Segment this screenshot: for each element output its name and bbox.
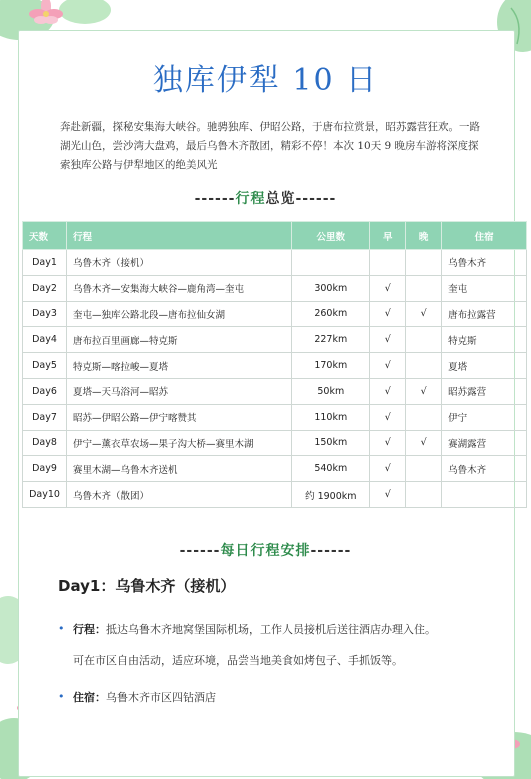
cell-dinner bbox=[406, 275, 442, 301]
cell-day: Day7 bbox=[23, 404, 67, 430]
cell-stay: 昭苏露营 bbox=[442, 378, 527, 404]
intro-paragraph: 奔赴新疆，探秘安集海大峡谷。驰骋独库、伊昭公路，于唐布拉赏景，昭苏露营狂欢。一路湖光山色，尝沙湾大盘鸡，最后乌鲁木齐散团，精彩不停！本次 10天 9 晚房车游将深度探索独库公路与伊犁地区的绝美风光 bbox=[60, 121, 480, 171]
cell-dinner: √ bbox=[406, 378, 442, 404]
cell-stay: 唐布拉露营 bbox=[442, 301, 527, 327]
table-header-row bbox=[23, 222, 527, 250]
itinerary-overview-table bbox=[22, 221, 527, 508]
cell-route: 乌鲁木齐—安集海大峡谷—鹿角湾—奎屯 bbox=[66, 275, 291, 301]
cell-route: 特克斯—喀拉峻—夏塔 bbox=[66, 353, 291, 379]
cell-day: Day1 bbox=[23, 250, 67, 276]
daily-heading-text: 每日行程安排 bbox=[220, 543, 311, 559]
cell-route: 赛里木湖—乌鲁木齐送机 bbox=[66, 456, 291, 482]
bullet-dot-icon: • bbox=[58, 622, 65, 635]
header-km: 公里数 bbox=[292, 222, 370, 250]
cell-breakfast: √ bbox=[370, 275, 406, 301]
cell-route: 昭苏—伊昭公路—伊宁喀赞其 bbox=[66, 404, 291, 430]
day1-stay-label: 住宿： bbox=[73, 691, 106, 704]
cell-breakfast: √ bbox=[370, 456, 406, 482]
cell-stay: 伊宁 bbox=[442, 404, 527, 430]
page-title: 独库伊犁 10 日 bbox=[152, 63, 379, 98]
overview-heading-dashes-right: ------ bbox=[295, 191, 337, 207]
cell-km: 50km bbox=[292, 378, 370, 404]
cell-route: 奎屯—独库公路北段—唐布拉仙女湖 bbox=[66, 301, 291, 327]
table-row bbox=[23, 456, 527, 482]
cell-breakfast: √ bbox=[370, 353, 406, 379]
cell-day: Day10 bbox=[23, 482, 67, 508]
header-stay: 住宿 bbox=[442, 222, 527, 250]
table-row bbox=[23, 430, 527, 456]
cell-dinner bbox=[406, 353, 442, 379]
daily-heading-dashes-left: ------ bbox=[179, 543, 221, 559]
cell-stay: 夏塔 bbox=[442, 353, 527, 379]
cell-day: Day2 bbox=[23, 275, 67, 301]
table-row bbox=[23, 482, 527, 508]
cell-breakfast: √ bbox=[370, 378, 406, 404]
cell-route: 夏塔—天马浴河—昭苏 bbox=[66, 378, 291, 404]
cell-dinner bbox=[406, 482, 442, 508]
cell-breakfast: √ bbox=[370, 430, 406, 456]
cell-day: Day4 bbox=[23, 327, 67, 353]
header-day: 天数 bbox=[23, 222, 67, 250]
cell-stay: 乌鲁木齐 bbox=[442, 250, 527, 276]
cell-breakfast bbox=[370, 250, 406, 276]
cell-breakfast: √ bbox=[370, 301, 406, 327]
day1-itinerary-label: 行程： bbox=[73, 623, 106, 636]
day1-stay-line bbox=[73, 689, 216, 705]
cell-km: 170km bbox=[292, 353, 370, 379]
cell-stay: 赛湖露营 bbox=[442, 430, 527, 456]
cell-stay bbox=[442, 482, 527, 508]
table-row bbox=[23, 378, 527, 404]
header-route: 行程 bbox=[66, 222, 291, 250]
cell-km: 约 1900km bbox=[292, 482, 370, 508]
cell-km: 110km bbox=[292, 404, 370, 430]
cell-dinner bbox=[406, 327, 442, 353]
header-breakfast: 早 bbox=[370, 222, 406, 250]
table-row bbox=[23, 404, 527, 430]
cell-dinner bbox=[406, 404, 442, 430]
table-row bbox=[23, 353, 527, 379]
cell-breakfast: √ bbox=[370, 482, 406, 508]
cell-day: Day8 bbox=[23, 430, 67, 456]
day1-title: Day1：乌鲁木齐（接机） bbox=[58, 577, 236, 595]
cell-dinner: √ bbox=[406, 301, 442, 327]
cell-route: 乌鲁木齐（接机） bbox=[66, 250, 291, 276]
cell-breakfast: √ bbox=[370, 404, 406, 430]
cell-stay: 特克斯 bbox=[442, 327, 527, 353]
day1-itinerary-line-2: 可在市区自由活动，适应环境，品尝当地美食如烤包子、手抓饭等。 bbox=[73, 654, 403, 667]
cell-km: 150km bbox=[292, 430, 370, 456]
day1-stay-text: 乌鲁木齐市区四钻酒店 bbox=[106, 691, 216, 704]
cell-day: Day9 bbox=[23, 456, 67, 482]
cell-dinner: √ bbox=[406, 430, 442, 456]
cell-day: Day5 bbox=[23, 353, 67, 379]
cell-day: Day6 bbox=[23, 378, 67, 404]
table-body bbox=[23, 250, 527, 508]
cell-km bbox=[292, 250, 370, 276]
daily-heading bbox=[0, 540, 531, 560]
cell-route: 乌鲁木齐（散团） bbox=[66, 482, 291, 508]
table-row bbox=[23, 250, 527, 276]
overview-heading-rest: 总览 bbox=[265, 191, 296, 207]
day1-itinerary-line bbox=[73, 621, 436, 637]
day1-itinerary-text: 抵达乌鲁木齐地窝堡国际机场，工作人员接机后送往酒店办理入住。 bbox=[106, 623, 436, 636]
cell-km: 260km bbox=[292, 301, 370, 327]
cell-stay: 奎屯 bbox=[442, 275, 527, 301]
overview-heading bbox=[0, 188, 531, 208]
cell-day: Day3 bbox=[23, 301, 67, 327]
table-row bbox=[23, 301, 527, 327]
cell-stay: 乌鲁木齐 bbox=[442, 456, 527, 482]
header-dinner: 晚 bbox=[406, 222, 442, 250]
cell-dinner bbox=[406, 456, 442, 482]
cell-breakfast: √ bbox=[370, 327, 406, 353]
overview-heading-dashes-left: ------ bbox=[194, 191, 236, 207]
cell-route: 唐布拉百里画廊—特克斯 bbox=[66, 327, 291, 353]
overview-heading-strong: 行程 bbox=[235, 191, 266, 207]
bullet-dot-icon: • bbox=[58, 690, 65, 703]
daily-heading-dashes-right: ------ bbox=[310, 543, 352, 559]
cell-route: 伊宁—薰衣草农场—果子沟大桥—赛里木湖 bbox=[66, 430, 291, 456]
cell-km: 300km bbox=[292, 275, 370, 301]
table-row bbox=[23, 327, 527, 353]
cell-km: 227km bbox=[292, 327, 370, 353]
table-row bbox=[23, 275, 527, 301]
cell-km: 540km bbox=[292, 456, 370, 482]
cell-dinner bbox=[406, 250, 442, 276]
